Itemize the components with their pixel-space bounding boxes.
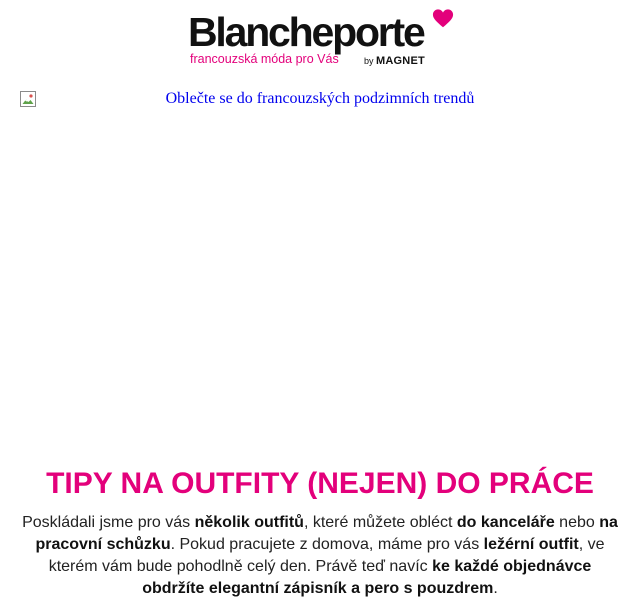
- body-segment: Poskládali jsme pro vás: [22, 514, 195, 531]
- blancheporte-logo[interactable]: [188, 8, 458, 70]
- logo-by-prefix: by: [364, 56, 374, 66]
- heart-icon: [432, 8, 454, 30]
- email-header: [0, 0, 640, 80]
- article-body: [20, 512, 620, 600]
- body-segment: , ve kterém vám bude pohodlně celý den. Právě teď navíc: [48, 536, 605, 575]
- body-segment: . Pokud pracujete z domova, máme pro vás: [170, 536, 484, 553]
- logo-tagline: francouzská móda pro Vás: [190, 52, 339, 66]
- body-highlight: několik outfitů: [194, 514, 304, 531]
- hero-image-alt-text: Oblečte se do francouzských podzimních trendů: [165, 90, 475, 107]
- body-segment: .: [493, 580, 498, 597]
- body-highlight: ke každé objednávce obdržíte elegantní zápisník a pero s pouzdrem: [142, 558, 592, 597]
- body-highlight: na pracovní schůzku: [35, 514, 618, 553]
- logo-by-magnet: [364, 55, 425, 67]
- body-segment: , které můžete obléct: [303, 514, 457, 531]
- body-segment: nebo: [554, 514, 600, 531]
- hero-image-link[interactable]: [20, 90, 620, 440]
- logo-magnet: MAGNET: [376, 55, 425, 67]
- body-highlight: ležérní outfit: [483, 536, 579, 553]
- body-highlight: do kanceláře: [456, 514, 555, 531]
- logo-wordmark: Blancheporte: [188, 9, 424, 55]
- article-headline: TIPY NA OUTFITY (NEJEN) DO PRÁCE: [46, 467, 594, 500]
